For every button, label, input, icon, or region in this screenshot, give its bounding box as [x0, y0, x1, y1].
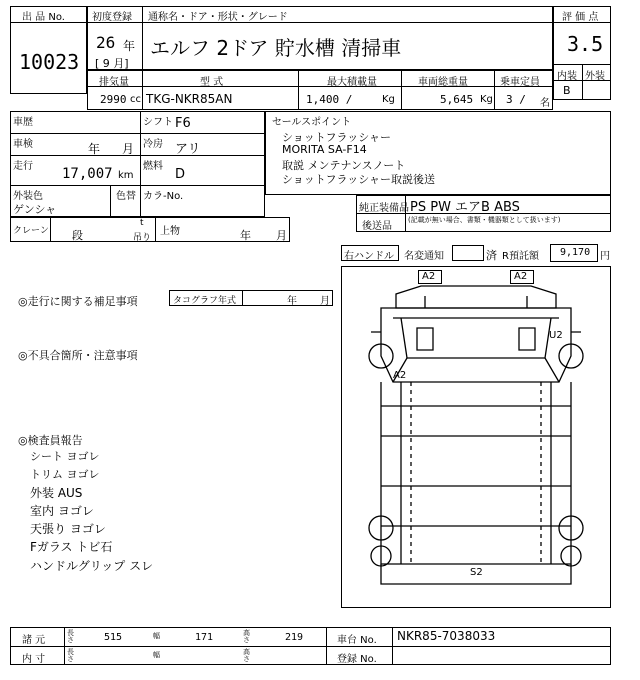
color-value: ゲンシャ [13, 203, 57, 216]
r-unit: 円 [600, 251, 610, 262]
r-amount: 9,170 [560, 247, 591, 258]
inspection-year-unit: 年 [88, 142, 101, 156]
length-value: 515 [104, 632, 123, 643]
inspector-item-6: Fガラス トビ石 [30, 540, 113, 554]
meter-mark: 済 [486, 249, 497, 262]
upper-label: 上物 [160, 226, 180, 237]
first-reg-year-unit: 年 [123, 39, 136, 53]
tacho-label: タコグラフ年式 [173, 296, 237, 306]
sales-point-1: ショットフラッシャー [282, 131, 392, 144]
first-reg-month: [ 9 月] [95, 57, 129, 70]
truck-outline [341, 266, 611, 608]
capacity-value: 3 / [506, 93, 526, 106]
inner-width-label: 幅 [153, 651, 160, 659]
mileage-value: 17,007 [62, 166, 113, 182]
max-load-unit: Kg [382, 94, 395, 105]
sales-point-2: MORITA SA-F14 [282, 143, 367, 156]
inspection-month-unit: 月 [122, 142, 135, 156]
genuine-value: PS PW エアB ABS [410, 200, 520, 215]
crane-stage-unit: 段 [72, 229, 83, 242]
damage-mark-label: A2 [393, 370, 407, 381]
first-reg-year: 26 [96, 33, 116, 52]
fuel-value: D [175, 167, 186, 182]
inspection-label: 車検 [13, 139, 33, 150]
displacement-unit: cc [130, 94, 141, 105]
damage-mark-label: S2 [470, 567, 483, 578]
r-inspection-label: R預託額 [502, 251, 539, 262]
gross-weight-unit: Kg [480, 94, 493, 105]
inspector-item-5: 天張り ヨゴレ [30, 522, 106, 536]
color-code-label: 色替 [116, 191, 136, 202]
inspector-item-2: トリム ヨゴレ [30, 468, 100, 481]
inner-length-label: 長さ [67, 648, 74, 663]
reg-label: 登録 No. [337, 654, 377, 665]
damage-mark-label: A2 [422, 271, 436, 282]
sales-points-label: セールスポイント [272, 117, 352, 128]
crane-ton-unit: t [140, 218, 144, 228]
genuine-label: 純正装備品 [359, 203, 409, 214]
length-label: 長さ [67, 629, 74, 644]
dimensions-label: 諸 元 [22, 635, 46, 646]
height-label: 高さ [243, 629, 250, 644]
fuel-label: 燃料 [143, 161, 163, 172]
damage-mark-label: U2 [549, 330, 563, 341]
width-label: 幅 [153, 632, 160, 640]
inspector-item-3: 外装 AUS [30, 486, 83, 500]
mileage-unit: km [118, 170, 134, 181]
score-value: 3.5 [567, 32, 604, 56]
type-value: TKG-NKR85AN [146, 92, 233, 106]
max-load-value: 1,400 / [306, 93, 353, 106]
driving-notes-label: ◎走行に関する補足事項 [18, 295, 138, 308]
inspector-label: ◎検査員報告 [18, 434, 83, 447]
upper-month-unit: 月 [276, 229, 287, 242]
ac-value: アリ [175, 142, 201, 157]
gross-weight-value: 5,645 [440, 93, 474, 106]
color-label: 外装色 [13, 191, 43, 202]
defects-label: ◎不具合箇所・注意事項 [18, 349, 138, 362]
mileage-label: 走行 [13, 161, 33, 172]
chassis-label: 車台 No. [337, 635, 377, 646]
displacement-value: 2990 [100, 93, 127, 106]
meter-label: 名変通知 [404, 251, 444, 262]
history-label: 車歴 [13, 117, 33, 128]
first-reg-label: 初度登録 [92, 12, 132, 23]
docs-label: 後送品 [362, 221, 392, 232]
ac-label: 冷房 [143, 139, 163, 150]
tacho-year-unit: 年 [287, 296, 297, 307]
model-label: 通称名・ドア・形状・グレード [148, 12, 288, 23]
tacho-month-unit: 月 [320, 296, 330, 307]
crane-hanging-label: 吊り [133, 233, 152, 243]
chassis-value: NKR85-7038033 [397, 629, 496, 643]
inner-label: 内 寸 [22, 654, 46, 665]
meter-box [452, 245, 484, 261]
inspector-item-7: ハンドルグリップ スレ [30, 559, 154, 573]
displacement-label: 排気量 [99, 77, 129, 88]
color-no-label: カラ-No. [143, 191, 184, 202]
handle-label: 右ハンドル [344, 251, 394, 262]
height-value: 219 [285, 632, 304, 643]
model-name: エルフ 2ドア 貯水槽 清掃車 [150, 36, 402, 60]
exterior-label: 外装 [585, 71, 605, 82]
capacity-label: 乗車定員 [500, 77, 540, 88]
type-label: 型 式 [200, 77, 224, 88]
inner-height-label: 高さ [243, 648, 250, 663]
interior-label: 内装 [557, 71, 577, 82]
lot-number: 10023 [19, 50, 80, 74]
shift-label: シフト [143, 117, 173, 128]
shift-value: F6 [175, 116, 191, 131]
inspector-item-1: シート ヨゴレ [30, 450, 100, 463]
gross-weight-label: 車両総重量 [418, 77, 468, 88]
lot-label: 出 品 No. [22, 12, 65, 23]
sales-point-3: 取説 メンテナンスノート [282, 159, 406, 172]
max-load-label: 最大積載量 [327, 77, 377, 88]
inspector-item-4: 室内 ヨゴレ [30, 504, 94, 518]
score-label: 評 価 点 [562, 12, 599, 23]
upper-year-unit: 年 [240, 229, 251, 242]
interior-grade: B [563, 84, 571, 97]
damage-mark-label: A2 [514, 271, 528, 282]
crane-label: クレーン [13, 226, 49, 236]
width-value: 171 [195, 632, 214, 643]
sales-point-4: ショットフラッシャー取説後送 [282, 173, 436, 186]
capacity-unit: 名 [540, 98, 550, 109]
docs-note: (記載が無い場合、書類・機器類として扱います) [408, 216, 561, 224]
